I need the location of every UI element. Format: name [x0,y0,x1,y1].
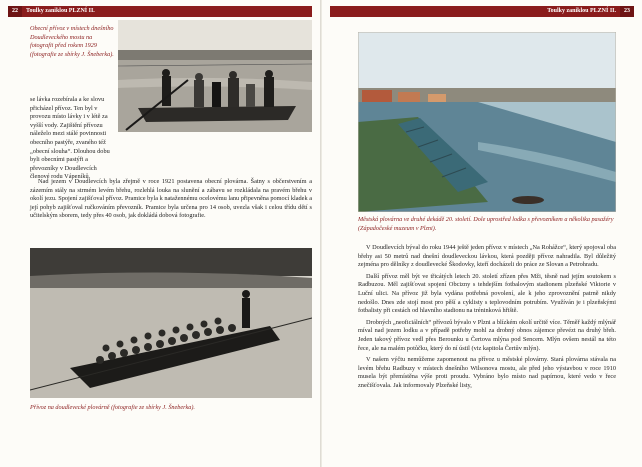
right-body-text [358,244,616,394]
left-running-header [8,6,312,17]
book-gutter [320,0,322,467]
right-paragraph-3: Drobných „neoficiálních“ přívozů bývalo v Plzni a blízkém okolí určitě více. Těměř každý mlýnář míval nad jezem lodku a v případě potřeby mohl za drobný obnos zájemce převézt na druhý břeh. Jeden takový přívoz vedl přes Berounku u Čertova mlýna pod Sencem. Mlýn ovšem nestál na této řece, ale na malém potůčku, který do ní ústil (viz kapitola Čertův mlýn). [358,318,616,352]
photo-city-swimming-pool [358,32,616,212]
left-page-number: 22 [8,6,22,17]
right-running-header [330,6,634,17]
photo-ferry-boat [118,20,312,132]
left-paragraph-swimming-pool: Nad jezem v Doudlevcích byla zřejmě v roce 1921 postavena obecní plovárna. Šatny s občerstvením a zázemím stály na strmém levém břehu, rozlehlá louka na slunění a zábavu se rozkládala na pravém břehu v okolí jezu. Spojení zajišťoval přívoz. Pramice byla k natažennému ocelovému lanu připevněna pomocí kladek a její pohyb zajišťoval ručkováním převozník. Pramice byla určena pro 14 osob, uvezla však i celou třídu dětí s učitelským sborem, tedy přes 40 osob, jak dokládá dobová fotografie. [30,178,312,220]
left-running-title: Toulky zaniklou PLZNÍ II. [26,8,95,14]
intro-paragraph: se lávka rozebírala a ke slovu přicházel přívoz. Ten byl v provozu místo lávky i v létě za vyšší vody. Zajištění přívozu náleželo mezi stálé povinnosti obecního pastýře, zvaného též „obecní slouha“. Dlouhou dobu byli obecními pastýři a převozníky v Doudlevcích členové rodu Vápeníků. [30,96,110,181]
right-paragraph-1: V Doudlevcích býval do roku 1944 ještě jeden přívoz v místech „Na Rohážce“, který spojoval oba břehy asi 50 metrů nad dnešní doudleveckou lávkou, která později přívoz nahradila. Byl důležitý zejména pro dělníky z doudlevecké Škodovky, kteří docházeli do práce ze Slovan a Petrohradu. [358,244,616,269]
right-paragraph-2: Další přívoz měl být ve třicátých letech 20. století zřízen přes Mži, těsně nad jejím soutokem s Radbuzou. Měl zajišťovat spojení Obcizny s tehdejším fotbalovým stadionem plzeňské Viktorie v Luční ulici. Na přívoz již byla vydána potřebná povolení, ale k jeho zprovoznění patrně nikdy nedošlo. Dnes zde stojí most pro pěší a cyklisty s teplovodním potrubím. Využíván je i plzeňskými fotbalisty při cestách od hlavního stadionu na tréninková hřiště. [358,272,616,315]
left-body-text [30,178,312,224]
photo3-caption: Městská plovárna ve druhé dekádě 20. století. Dole uprostřed lodka s převozníkem a několika pasažéry (Západočeské muzeum v Plzni). [358,216,614,232]
right-page-number: 23 [620,6,634,17]
photo-children-ferry [30,248,312,398]
photo1-caption: Obecní přívoz v místech dnešního Doudleveckého mostu na fotografii před rokem 1929 (fotografie ze sbírky J. Šneberka). [30,25,114,58]
right-paragraph-4: V našem výčtu nemůžeme zapomenout na přívoz u městské plovárny. Stará plovárna stávala na levém břehu Radbuzy v místech dnešního Wilsonova mostu, ale před jeho výstavbou v roce 1910 musela být přemístěna výše proti proudu. Vybráno bylo místo nad papírnou, které vedo v řece znečišťovala. Jak informovaly Plzeňské listy, [358,356,616,389]
photo2-caption: Přívoz na doudlevecké plovárně (fotografie ze sbírky J. Šneberka). [30,404,195,411]
intro-text-narrow [30,96,114,185]
right-running-title: Toulky zaniklou PLZNÍ II. [547,8,616,14]
